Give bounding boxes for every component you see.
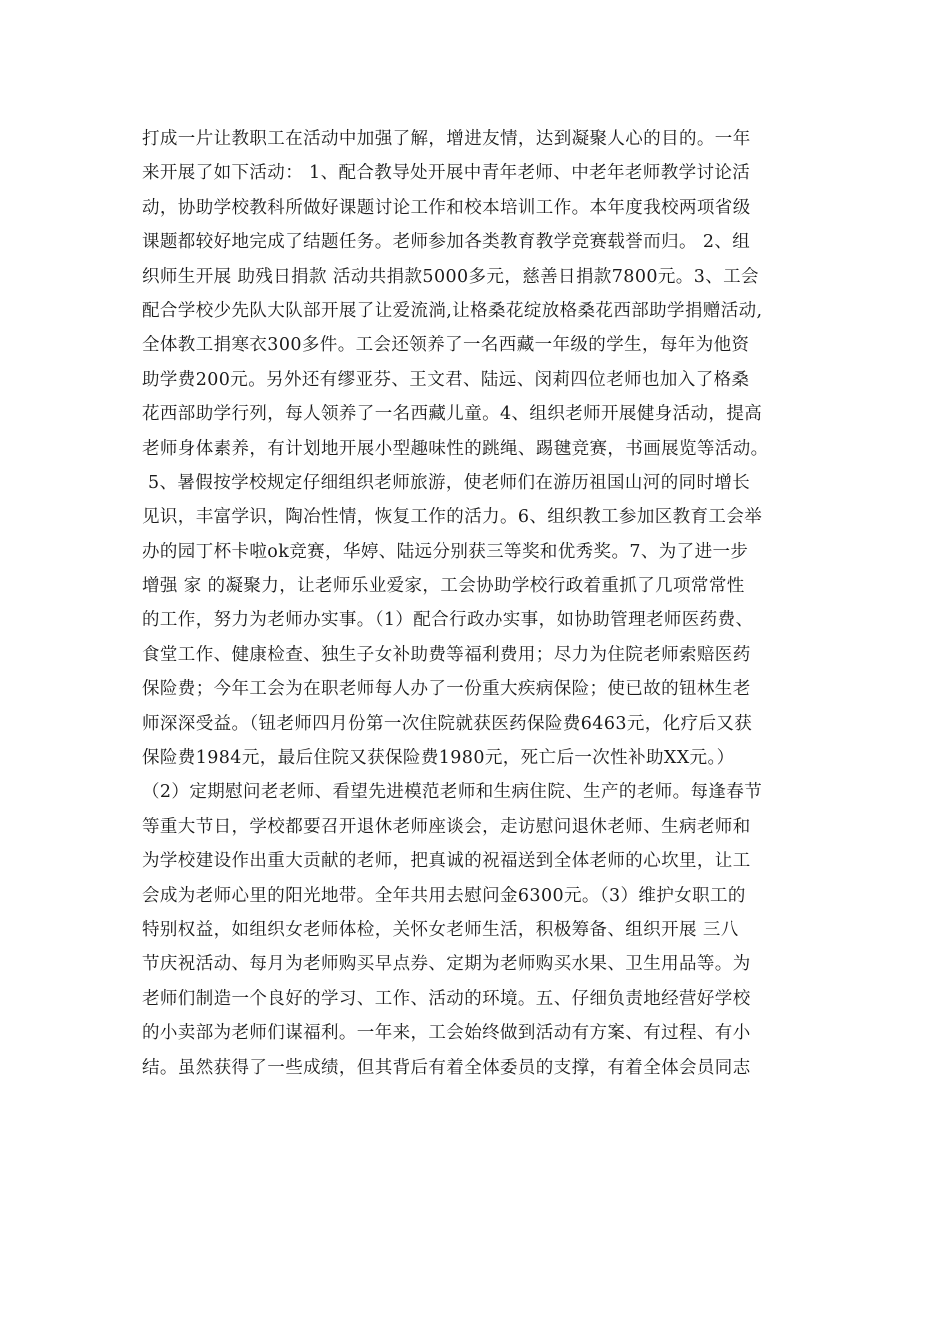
text-line: 老师们制造一个良好的学习、工作、活动的环境。五、仔细负责地经营好学校 (142, 988, 751, 1009)
text-line: 特别权益，如组织女老师体检，关怀女老师生活，积极筹备、组织开展 三八 (142, 919, 739, 940)
text-line: 保险费；今年工会为在职老师每人办了一份重大疾病保险；使已故的钮林生老 (142, 679, 751, 700)
text-line: 增强 家 的凝聚力，让老师乐业爱家，工会协助学校行政着重抓了几项常常性 (142, 576, 745, 597)
text-line: 动，协助学校教科所做好课题讨论工作和校本培训工作。本年度我校两项省级 (142, 197, 751, 218)
text-line: 办的园丁杯卡啦ok竞赛，华婷、陆远分别获三等奖和优秀奖。7、为了进一步 (142, 541, 749, 562)
text-line: 全体教工捐寒衣300多件。工会还领养了一名西藏一年级的学生，每年为他资 (142, 335, 750, 356)
text-line: 为学校建设作出重大贡献的老师，把真诚的祝福送到全体老师的心坎里，让工 (142, 851, 751, 872)
text-line: 的工作，努力为老师办实事。（1）配合行政办实事，如协助管理老师医药费、 (142, 610, 754, 631)
text-line: 课题都较好地完成了结题任务。老师参加各类教育教学竞赛载誉而归。 2、组 (142, 232, 751, 253)
text-line: 助学费200元。另外还有缪亚芬、王文君、陆远、闵莉四位老师也加入了格桑 (142, 369, 750, 390)
text-line: 花西部助学行列，每人领养了一名西藏儿童。4、组织老师开展健身活动，提高 (142, 404, 763, 425)
text-line: 师深深受益。（钮老师四月份第一次住院就获医药保险费6463元，化疗后又获 (142, 713, 753, 734)
text-line: 结。虽然获得了一些成绩，但其背后有着全体委员的支撑，有着全体会员同志 (142, 1057, 751, 1078)
text-line: 配合学校少先队大队部开展了让爱流淌,让格桑花绽放格桑花西部助学捐赠活动, (142, 300, 763, 321)
text-line: 食堂工作、健康检查、独生子女补助费等福利费用；尽力为住院老师索赔医药 (142, 644, 751, 665)
text-line: 打成一片让教职工在活动中加强了解，增进友情，达到凝聚人心的目的。一年 (142, 129, 751, 149)
text-line: 见识，丰富学识，陶冶性情，恢复工作的活力。6、组织教工参加区教育工会举 (142, 507, 763, 528)
text-line: 织师生开展 助残日捐款 活动共捐款5000多元，慈善日捐款7800元。3、工会 (142, 266, 759, 287)
text-line: 5、暑假按学校规定仔细组织老师旅游，使老师们在游历祖国山河的同时增长 (142, 472, 751, 493)
body-text (142, 122, 822, 1085)
text-line: 节庆祝活动、每月为老师购买早点券、定期为老师购买水果、卫生用品等。为 (142, 954, 751, 975)
text-line: 老师身体素养，有计划地开展小型趣味性的跳绳、踢毽竞赛，书画展览等活动。 (142, 438, 769, 459)
text-line: 会成为老师心里的阳光地带。全年共用去慰问金6300元。（3）维护女职工的 (142, 885, 746, 906)
text-line: 的小卖部为老师们谋福利。一年来，工会始终做到活动有方案、有过程、有小 (142, 1023, 751, 1044)
text-line: （2）定期慰问老老师、看望先进模范老师和生病住院、生产的老师。每逢春节 (142, 782, 763, 803)
text-line: 来开展了如下活动： 1、配合教导处开展中青年老师、中老年老师教学讨论活 (142, 163, 751, 184)
text-line: 保险费1984元，最后住院又获保险费1980元，死亡后一次性补助XX元。） (142, 748, 735, 769)
text-line: 等重大节日，学校都要召开退休老师座谈会，走访慰问退休老师、生病老师和 (142, 816, 751, 837)
